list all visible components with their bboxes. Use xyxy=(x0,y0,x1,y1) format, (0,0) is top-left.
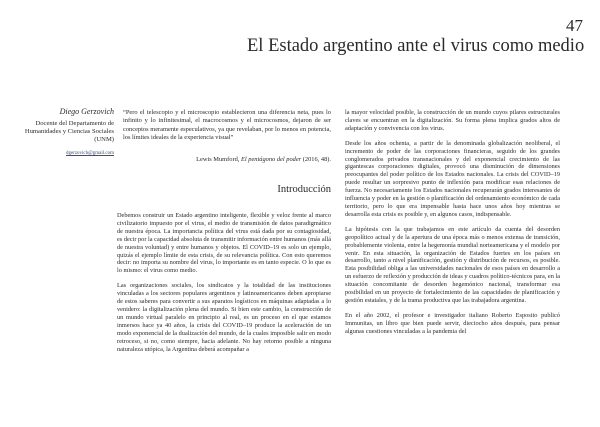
author-email-link[interactable]: dgerzovich@gmail.com xyxy=(65,151,114,156)
epigraph-work: El pentágono del poder xyxy=(241,156,302,163)
right-column xyxy=(345,109,560,343)
paragraph: la mayor velocidad posible, la construcción de un mundo cuyos pilares estructurales claves se encuentran en la digitalización. Su forma plena implica grados altos de adaptación y convivencia con los virus. xyxy=(345,109,560,132)
paragraph: Debemos construir un Estado argentino inteligente, flexible y veloz frente al marco civilizatorio impuesto por el virus, el medio de transmisión de datos paradigmático de nuestra época. La importancia política del virus está dada por su contagiosidad, es decir por la capacidad absoluta de transmitir información entre humanos (más allá de nuestra voluntad) y entre humanos y objetos. El COVID–19 es solo un ejemplo, quizás el ejemplo límite de esta crisis, de su relevancia política. Con esto queremos decir: no importa su nombre del virus, lo importante es en tanto especie. O lo que es lo mismo: el virus como medio. xyxy=(117,212,331,275)
left-column xyxy=(117,212,331,360)
section-heading: Introducción xyxy=(277,184,331,195)
epigraph-author: Lewis Mumford, xyxy=(196,156,241,163)
paragraph: Desde los años ochenta, a partir de la denominada globalización neoliberal, el incremento de poder de las corporaciones financieras, seguido de los grandes conglomerados privados transnacionales y del exponencial crecimiento de las gigantescas corporaciones digitales, provocó una disminución de dimensiones preocupantes del poder político de los Estados nacionales. La crisis del COVID–19 puede resultar un sorpresivo punto de inflexión para modificar esas relaciones de fuerza. No necesariamente los Estados nacionales recuperarán grados interesantes de influencia y poder en la gestión o planificación del ordenamiento económico de cada territorio, pero lo que era impensable hasta hace unos años hoy mientras se desarrolla esta crisis es posible y, en algunos casos, indispensable. xyxy=(345,139,560,218)
page-number: 47 xyxy=(566,16,583,35)
author-affiliation: Docente del Departamento de Humanidades y Ciencias Sociales (UNM) xyxy=(24,120,114,144)
article-title: El Estado argentino ante el virus como medio xyxy=(247,36,585,56)
paragraph: La hipótesis con la que trabajamos en este artículo da cuenta del desorden geopolítico actual y de la apertura de una época más o menos extensa de transición, probablemente violenta, entre la hegemonía mundial norteamericana y el modelo por venir. En esta situación, la organización de Estados fuertes en los países en desarrollo, tanto a nivel planificación, gestión y distribución de recursos, es posible. Esta posibilidad obliga a las universidades nacionales de esos países en desarrollo a un esfuerzo de reflexión y producción de ideas y cuadros político-técnicos para, en la situación concomitante de desorden hegemónico nacional, transformar esa posibilidad en un proyecto de fortalecimiento de las capacidades de planificación y gestión estatales, y de la trama productiva que las trabajadora argentina. xyxy=(345,225,560,304)
author-name: Diego Gerzovich xyxy=(59,107,114,116)
paragraph: En el año 2002, el profesor e investigador italiano Roberto Esposito publicó Immunitas, un libro que bien puede servir, dieciocho años después, para pensar algunas cuestiones vinculadas a la pandemia del xyxy=(345,311,560,335)
epigraph-year: (2016, 48). xyxy=(301,156,331,163)
epigraph-attribution xyxy=(196,156,331,163)
paragraph: Las organizaciones sociales, los sindicatos y la totalidad de las instituciones vinculadas a los sectores populares argentinos y latinoamericanos deben apropiarse de estos saberes para convertir a sus aparatos logísticos en máquinas adaptadas a lo venidero: la digitalización plena del mundo. Si bien este cambio, la construcción de un mundo virtual paralelo en principio al real, es un proceso en el que estamos inmersos hace ya 40 años, la crisis del COVID–19 produce la aceleración de un modo exponencial de la dualización del mundo, de la cuales imposible salir en modo retroceso, si no, como siempre, hacia adelante. No hay retorno posible a ninguna naturaleza utópica, la Argentina deberá acompañar a xyxy=(117,282,331,353)
epigraph-quote: “Pero el telescopio y el microscopio establecieron una diferencia neta, pues lo infinito y lo infinitesimal, el macrocosmos y el microcosmos, dejaron de ser conceptos meramente especulativos, ya que revelaban, por lo menos en potencia, los límites ideales de la experiencia visual” xyxy=(123,109,331,141)
